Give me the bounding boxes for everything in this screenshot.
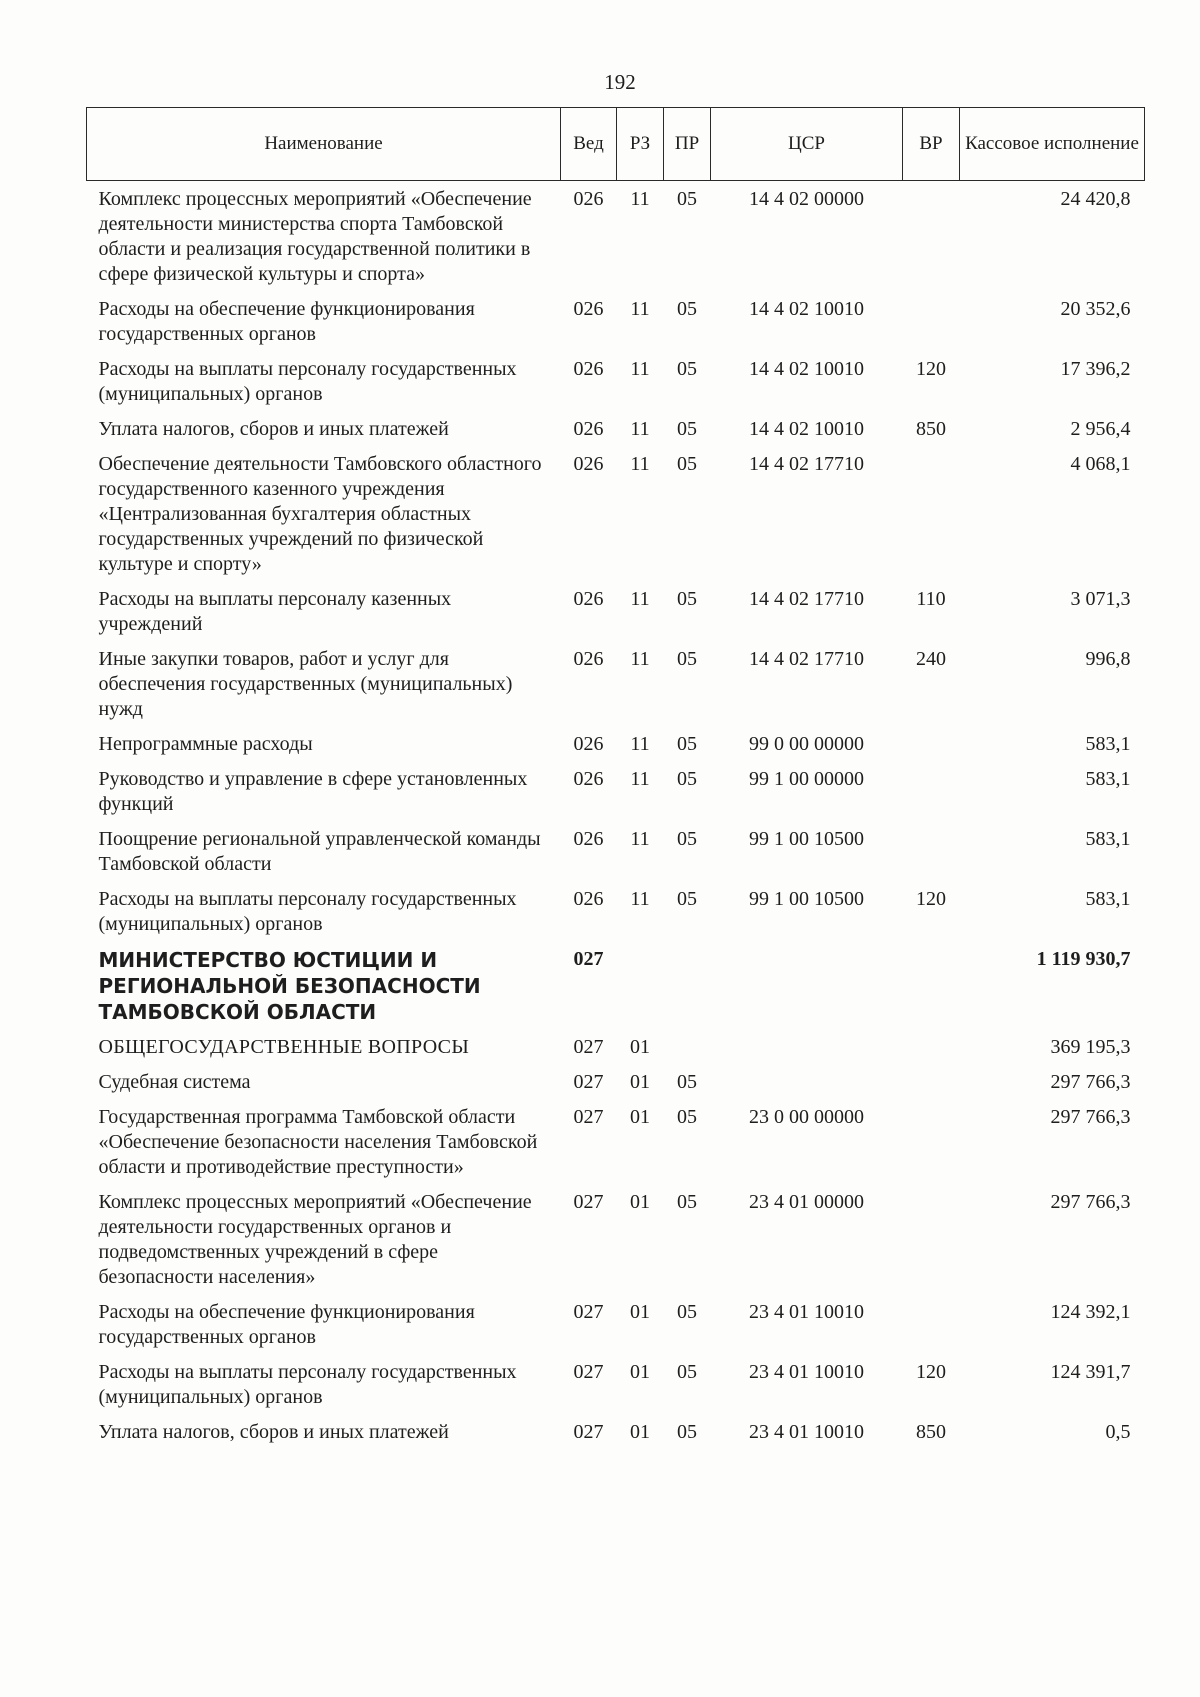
cell-pr: 05 [677, 768, 697, 790]
cell-ved: 027 [573, 1301, 604, 1323]
cell-ved: 026 [573, 733, 604, 755]
table-row [87, 291, 1145, 351]
cell-rz: 11 [630, 188, 650, 210]
cell-rz: 11 [630, 648, 650, 670]
cell-pr: 05 [677, 453, 697, 475]
cell-sum: 2 956,4 [1070, 418, 1131, 440]
cell-sum: 297 766,3 [1050, 1071, 1131, 1093]
cell-ved: 027 [573, 1036, 604, 1058]
header-ved: Вед [561, 108, 617, 181]
cell-csr: 14 4 02 17710 [749, 453, 864, 475]
cell-pr [664, 1029, 711, 1064]
header-vr: ВР [903, 108, 960, 181]
cell-pr: 05 [677, 1071, 697, 1093]
cell-ved: 026 [573, 418, 604, 440]
table-row [87, 881, 1145, 941]
cell-ved: 026 [573, 188, 604, 210]
cell-vr [903, 291, 960, 351]
cell-rz: 01 [630, 1191, 650, 1213]
cell-csr: 23 4 01 10010 [749, 1421, 864, 1443]
cell-sum: 996,8 [1085, 648, 1131, 670]
cell-pr: 05 [677, 828, 697, 850]
cell-rz: 11 [630, 418, 650, 440]
cell-pr: 05 [677, 588, 697, 610]
table-body [87, 181, 1145, 1450]
cell-name: Судебная система [98, 1071, 251, 1093]
cell-sum: 583,1 [1085, 733, 1131, 755]
cell-pr: 05 [677, 1301, 697, 1323]
cell-vr: 110 [916, 588, 946, 610]
table-row [87, 821, 1145, 881]
cell-vr: 120 [916, 358, 946, 380]
cell-vr [903, 1184, 960, 1294]
table-row [87, 761, 1145, 821]
table-row [87, 941, 1145, 1029]
cell-name: ОБЩЕГОСУДАРСТВЕННЫЕ ВОПРОСЫ [98, 1036, 470, 1058]
cell-csr: 99 1 00 10500 [749, 888, 864, 910]
cell-rz: 01 [630, 1106, 650, 1128]
cell-rz: 01 [630, 1301, 650, 1323]
cell-vr [903, 1099, 960, 1184]
header-rz: РЗ [617, 108, 664, 181]
cell-rz [617, 941, 664, 1029]
cell-sum: 0,5 [1105, 1421, 1131, 1443]
cell-csr: 14 4 02 00000 [749, 188, 864, 210]
cell-ved: 026 [573, 648, 604, 670]
cell-rz: 11 [630, 588, 650, 610]
cell-ved: 027 [573, 1361, 604, 1383]
cell-pr: 05 [677, 1191, 697, 1213]
cell-rz: 11 [630, 358, 650, 380]
budget-table-wrapper [86, 107, 1144, 1449]
cell-rz: 11 [630, 828, 650, 850]
cell-name: Поощрение региональной управленческой команды Тамбовской области [98, 828, 541, 875]
cell-vr [903, 726, 960, 761]
cell-ved: 026 [573, 828, 604, 850]
cell-ved: 026 [573, 888, 604, 910]
cell-ved: 026 [573, 588, 604, 610]
table-row [87, 1064, 1145, 1099]
table-row [87, 181, 1145, 292]
cell-sum: 583,1 [1085, 768, 1131, 790]
table-row [87, 351, 1145, 411]
cell-rz: 01 [630, 1071, 650, 1093]
cell-vr: 120 [916, 888, 946, 910]
cell-name: Непрограммные расходы [98, 733, 313, 755]
header-sum: Кассовое исполнение [960, 108, 1145, 181]
table-row [87, 726, 1145, 761]
cell-vr [903, 181, 960, 292]
cell-name: Руководство и управление в сфере установленных функций [98, 768, 528, 815]
header-name: Наименование [87, 108, 561, 181]
cell-rz: 11 [630, 453, 650, 475]
cell-pr: 05 [677, 418, 697, 440]
table-row [87, 1184, 1145, 1294]
cell-pr: 05 [677, 888, 697, 910]
cell-name: Расходы на обеспечение функционирования государственных органов [98, 1301, 475, 1348]
cell-rz: 01 [630, 1421, 650, 1443]
cell-sum: 583,1 [1085, 888, 1131, 910]
cell-name: Расходы на выплаты персоналу казенных учреждений [98, 588, 452, 635]
cell-name: Расходы на обеспечение функционирования государственных органов [98, 298, 475, 345]
cell-csr: 14 4 02 17710 [749, 648, 864, 670]
cell-csr: 23 4 01 00000 [749, 1191, 864, 1213]
cell-vr [903, 821, 960, 881]
cell-ved: 027 [573, 1421, 604, 1443]
cell-rz: 01 [630, 1036, 650, 1058]
cell-sum: 20 352,6 [1060, 298, 1131, 320]
cell-vr [903, 1294, 960, 1354]
cell-pr: 05 [677, 1106, 697, 1128]
page-number: 192 [604, 70, 636, 94]
cell-vr [903, 1064, 960, 1099]
cell-ved: 026 [573, 298, 604, 320]
cell-pr: 05 [677, 733, 697, 755]
cell-vr [903, 761, 960, 821]
cell-pr: 05 [677, 298, 697, 320]
cell-sum: 297 766,3 [1050, 1106, 1131, 1128]
cell-sum: 124 392,1 [1050, 1301, 1131, 1323]
cell-csr: 23 4 01 10010 [749, 1361, 864, 1383]
cell-name: Расходы на выплаты персоналу государственных (муниципальных) органов [98, 358, 517, 405]
cell-pr: 05 [677, 358, 697, 380]
cell-name: Расходы на выплаты персоналу государственных (муниципальных) органов [98, 1361, 517, 1408]
cell-vr [903, 1029, 960, 1064]
cell-csr: 14 4 02 10010 [749, 298, 864, 320]
cell-vr: 850 [916, 418, 946, 440]
cell-name: Уплата налогов, сборов и иных платежей [98, 418, 449, 440]
cell-sum: 369 195,3 [1050, 1036, 1131, 1058]
cell-rz: 11 [630, 298, 650, 320]
cell-name: Уплата налогов, сборов и иных платежей [98, 1421, 449, 1443]
cell-csr [711, 1064, 903, 1099]
cell-csr [711, 1029, 903, 1064]
cell-pr: 05 [677, 1361, 697, 1383]
cell-ved: 027 [573, 1071, 604, 1093]
cell-name: МИНИСТЕРСТВО ЮСТИЦИИ И РЕГИОНАЛЬНОЙ БЕЗОПАСНОСТИ ТАМБОВСКОЙ ОБЛАСТИ [98, 948, 481, 1024]
cell-vr: 120 [916, 1361, 946, 1383]
table-row [87, 411, 1145, 446]
cell-sum: 297 766,3 [1050, 1191, 1131, 1213]
cell-ved: 026 [573, 358, 604, 380]
table-header [87, 108, 1145, 181]
cell-csr: 99 1 00 10500 [749, 828, 864, 850]
cell-sum: 124 391,7 [1050, 1361, 1131, 1383]
cell-csr: 14 4 02 10010 [749, 418, 864, 440]
cell-sum: 4 068,1 [1070, 453, 1131, 475]
cell-name: Расходы на выплаты персоналу государственных (муниципальных) органов [98, 888, 517, 935]
cell-csr: 23 4 01 10010 [749, 1301, 864, 1323]
cell-csr: 99 0 00 00000 [749, 733, 864, 755]
cell-sum: 24 420,8 [1060, 188, 1131, 210]
cell-name: Иные закупки товаров, работ и услуг для обеспечения государственных (муниципальных) нужд [98, 648, 513, 720]
table-row [87, 1414, 1145, 1449]
cell-sum: 17 396,2 [1060, 358, 1131, 380]
cell-csr: 14 4 02 10010 [749, 358, 864, 380]
cell-sum: 1 119 930,7 [1036, 948, 1131, 970]
cell-name: Обеспечение деятельности Тамбовского областного государственного казенного учреждения «Централизованная бухгалтерия областных государственных учреждений по физической культуре и спорту» [98, 453, 542, 575]
cell-csr [711, 941, 903, 1029]
cell-ved: 027 [573, 1106, 604, 1128]
table-row [87, 1029, 1145, 1064]
cell-csr: 99 1 00 00000 [749, 768, 864, 790]
cell-vr: 240 [916, 648, 946, 670]
cell-sum: 583,1 [1085, 828, 1131, 850]
cell-ved: 027 [573, 1191, 604, 1213]
cell-rz: 11 [630, 768, 650, 790]
cell-pr: 05 [677, 648, 697, 670]
budget-table [86, 107, 1145, 1449]
cell-ved: 026 [573, 453, 604, 475]
cell-csr: 23 0 00 00000 [749, 1106, 864, 1128]
cell-rz: 11 [630, 888, 650, 910]
cell-name: Государственная программа Тамбовской области «Обеспечение безопасности населения Тамбовской области и противодействие преступности» [98, 1106, 538, 1178]
table-row [87, 641, 1145, 726]
table-row [87, 446, 1145, 581]
cell-vr: 850 [916, 1421, 946, 1443]
cell-vr [903, 446, 960, 581]
cell-name: Комплекс процессных мероприятий «Обеспечение деятельности государственных органов и подведомственных учреждений в сфере безопасности населения» [98, 1191, 532, 1288]
table-row [87, 1294, 1145, 1354]
cell-pr: 05 [677, 188, 697, 210]
cell-csr: 14 4 02 17710 [749, 588, 864, 610]
cell-pr: 05 [677, 1421, 697, 1443]
cell-pr [664, 941, 711, 1029]
cell-name: Комплекс процессных мероприятий «Обеспечение деятельности министерства спорта Тамбовской области и реализация государственной политики в сфере физической культуры и спорта» [98, 188, 532, 285]
header-csr: ЦСР [711, 108, 903, 181]
cell-rz: 11 [630, 733, 650, 755]
table-row [87, 581, 1145, 641]
cell-ved: 027 [573, 948, 604, 970]
cell-vr [903, 941, 960, 1029]
table-row [87, 1354, 1145, 1414]
cell-rz: 01 [630, 1361, 650, 1383]
cell-ved: 026 [573, 768, 604, 790]
cell-sum: 3 071,3 [1070, 588, 1131, 610]
table-row [87, 1099, 1145, 1184]
header-pr: ПР [664, 108, 711, 181]
